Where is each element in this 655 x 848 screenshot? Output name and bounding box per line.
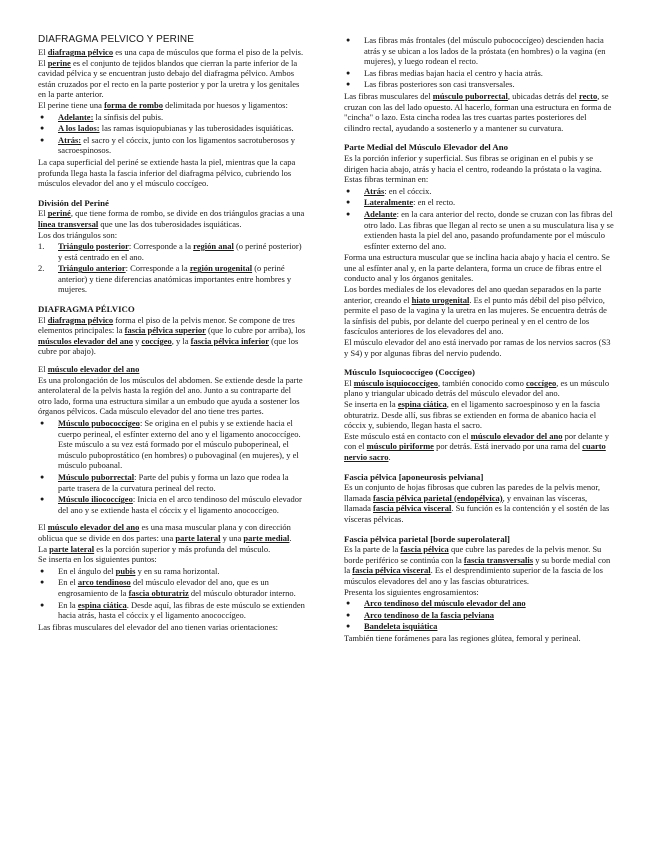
emphasis-term: fascia pélvica inferior bbox=[190, 335, 269, 346]
parietal-heading: Fascia pélvica parietal [borde superolateral] bbox=[344, 533, 510, 544]
insertions-list bbox=[38, 566, 306, 621]
emphasis-term: recto bbox=[578, 90, 598, 101]
emphasis-term: diafragma pélvico bbox=[47, 47, 114, 57]
elevator-paragraph: Es una prolongación de los músculos del abdomen. Se extiende desde la parte anterolateral de la pelvis hasta la región del ano. Junto a su contraparte del otro lado, forma una estructura similar a un embudo que ayuda a sostener los órganos pélvicos. Cada músculo elevador del ano tiene tres partes. bbox=[38, 374, 303, 417]
foramina-paragraph: También tiene forámenes para las regiones glútea, femoral y perineal. bbox=[344, 632, 581, 643]
emphasis-term: pubis bbox=[115, 565, 136, 576]
document-title: DIAFRAGMA PELVICO Y PERINE bbox=[38, 34, 194, 45]
emphasis-term: hiato urogenital bbox=[411, 294, 470, 305]
emphasis-term: parte medial bbox=[243, 532, 290, 543]
bullet-item: ● Músculo pubococcígeo: Se origina en el pubis y se extiende hacia el cuerpo perineal, el esfínter externo del ano y el ligamento anococcígeo. Este músculo a su vez está formado por el músculo puboperineal, el músculo puboprostático (en hombres) o pubovaginal (en mujeres), y el músculo puboanal. bbox=[38, 418, 306, 471]
bullet-item: ● En el arco tendinoso del músculo elevador del ano, que es un engrosamiento de la fascia obturatriz del músculo obturador interno. bbox=[38, 577, 306, 598]
puborectal-paragraph: Las fibras musculares del músculo puborrectal, ubicadas detrás del recto, se cruzan con las del lado opuesto. Al hacerlo, forman una estructura en forma de "cincha" o lazo. Esta cincha rodea las tres cuartas partes posteriores del cilindro rectal, ayudando a sostenerlo y a mantener su curvatura. bbox=[344, 90, 612, 133]
emphasis-term: parte lateral bbox=[175, 532, 221, 543]
emphasis-term: fascia transversalis bbox=[463, 554, 534, 565]
layers-paragraph: La capa superficial del periné se extiende hasta la piel, mientras que la capa profunda llega hasta la fascia inferior del diafragma pélvico, cubriendo los músculos elevador del ano y el músculo coccígeo. bbox=[38, 156, 296, 189]
emphasis-term: músculo puborrectal bbox=[432, 90, 508, 101]
paragraph: Este músculo está en contacto con el músculo elevador del ano por delante y con el músculo piriforme por detrás. Está inervado por una rama del cuarto nervio sacro. bbox=[344, 430, 609, 462]
emphasis-term: región anal bbox=[193, 241, 234, 252]
emphasis-term: periné bbox=[47, 208, 71, 219]
emphasis-term: línea transversal bbox=[38, 218, 99, 229]
paragraph: El músculo elevador del ano es una masa muscular plana y con dirección oblicua que se divide en dos partes: una parte lateral y una parte medial. bbox=[38, 522, 292, 543]
elevator-parts-list bbox=[38, 418, 306, 515]
bullet-item bbox=[344, 598, 614, 609]
emphasis-term: forma de rombo bbox=[104, 99, 163, 110]
paragraph: Los bordes mediales de los elevadores del ano quedan separados en la parte anterior, creando el hiato urogenital. Es el punto más débil del piso pélvico, permite el paso de la vagina y la uretra en las mujeres. Se encuentra detrás de la sínfisis del pubis, por delante del cuerpo perineal y en el centro de los fascículos anteriores de los elevadores del ano. bbox=[344, 284, 607, 337]
emphasis-term: Atrás: bbox=[58, 134, 82, 145]
medial-heading: Parte Medial del Músculo Elevador del Ano bbox=[344, 142, 509, 153]
paragraph: El músculo elevador del ano está inervado por ramas de los nervios sacros (S3 y S4) y por algunas fibras del nervio pudendo. bbox=[344, 337, 611, 358]
perine-limits-list bbox=[38, 112, 306, 156]
elevator-parts-paragraphs bbox=[38, 522, 306, 554]
bullet-item: ● Las fibras medias bajan hacia el centro y hacia atrás. bbox=[344, 68, 614, 79]
bullet-item: ● Las fibras posteriores son casi transversales. bbox=[344, 79, 614, 90]
triangles-list bbox=[38, 241, 306, 295]
thickenings-list bbox=[344, 598, 614, 632]
emphasis-term: fascia pélvica bbox=[400, 544, 449, 555]
emphasis-term: coccígeo bbox=[141, 335, 172, 346]
emphasis-term: fascia obturatriz bbox=[128, 587, 189, 598]
bullet-item: ● Músculo iliococcígeo: Inicia en el arco tendinoso del músculo elevador del ano y se extiende hasta el cóccix y el ligamento anococcígeo. bbox=[38, 494, 306, 515]
bullet-item: ● Las fibras más frontales (del músculo pubococcígeo) descienden hacia atrás y se ubican a los lados de la próstata (en hombres) o la vagina (en mujeres), y luego rodean el recto. bbox=[344, 35, 614, 67]
emphasis-term: fascia pélvica parietal (endopélvica) bbox=[373, 492, 503, 503]
left-column bbox=[38, 34, 306, 632]
fascia-heading: Fascia pélvica [aponeurosis pelviana] bbox=[344, 471, 484, 482]
emphasis-term: Músculo pubococcígeo bbox=[58, 418, 140, 428]
paragraph: El perine tiene una forma de rombo delimitada por huesos y ligamentos: bbox=[38, 99, 288, 110]
emphasis-term: músculo isquiococcígeo bbox=[353, 377, 438, 388]
emphasis-term: diafragma pélvico bbox=[47, 314, 114, 325]
isquio-paragraphs bbox=[344, 378, 614, 463]
emphasis-term: Bandeleta isquiática bbox=[364, 621, 438, 632]
endings-lead: Estas fibras terminan en: bbox=[344, 174, 429, 185]
emphasis-term: perine bbox=[47, 57, 71, 68]
parietal-paragraphs bbox=[344, 544, 614, 597]
item-number: 1. bbox=[38, 241, 45, 252]
emphasis-term: espina ciática bbox=[397, 399, 447, 409]
bullet-item: ● Adelante: la sínfisis del pubis. bbox=[38, 112, 306, 123]
numbered-item: 1. Triángulo posterior: Corresponde a la región anal (o periné posterior) y está centrado en el ano. bbox=[38, 241, 302, 262]
bullet-item: ● En el ángulo del pubis y en su rama horizontal. bbox=[38, 566, 306, 577]
emphasis-term: coccígeo bbox=[526, 377, 557, 388]
bullet-item: ● Atrás: el sacro y el cóccix, junto con los ligamentos sacrotuberosos y sacroespinosos. bbox=[38, 135, 306, 156]
emphasis-term: músculos elevador del ano bbox=[38, 335, 134, 346]
fibers-list bbox=[344, 35, 614, 90]
fascia-paragraph: Es un conjunto de hojas fibrosas que cubren las paredes de la pelvis menor, llamada fascia pélvica parietal (endopélvica), y envainan las vísceras, llamada fascia pélvica visceral. Su función es la contención y el sostén de las vísceras pélvicas. bbox=[344, 482, 610, 524]
emphasis-term: Triángulo anterior bbox=[58, 263, 126, 274]
medial-paragraphs bbox=[344, 252, 614, 358]
bullet-item: ● Atrás: en el cóccix. bbox=[344, 186, 614, 197]
pelvic-diaphragm-heading: DIAFRAGMA PÉLVICO bbox=[38, 304, 135, 315]
emphasis-term: Músculo puborrectal bbox=[58, 471, 135, 482]
paragraph: El diafragma pélvico es una capa de músculos que forma el piso de la pelvis. El perine es el conjunto de tejidos blandos que cierran la parte inferior de la cavidad pélvica y se encuentran justo debajo del diafragma pélvico. Ambos están cruzados por el recto en la parte posterior y por la uretra y los genitales en la parte anterior. bbox=[38, 47, 304, 100]
emphasis-term: fascia pélvica visceral bbox=[373, 503, 452, 514]
bullet-item: ● En la espina ciática. Desde aquí, las fibras de este músculo se extienden hacia atrás, hasta el cóccix y el ligamento anococcígeo. bbox=[38, 600, 306, 621]
emphasis-term: Adelante bbox=[364, 208, 397, 219]
bullet-item bbox=[344, 621, 614, 632]
elevator-heading: El músculo elevador del ano bbox=[38, 364, 140, 375]
emphasis-term: Lateralmente bbox=[364, 197, 414, 208]
paragraph: Presenta los siguientes engrosamientos: bbox=[344, 586, 479, 597]
item-number: 2. bbox=[38, 263, 45, 274]
triangles-lead: Los dos triángulos son: bbox=[38, 229, 118, 240]
emphasis-term: A los lados: bbox=[58, 123, 100, 134]
emphasis-term: parte lateral bbox=[49, 543, 95, 554]
division-heading: División del Periné bbox=[38, 197, 109, 208]
division-paragraph: El periné, que tiene forma de rombo, se divide en dos triángulos gracias a una línea transversal que une las dos tuberosidades isquiáticas. bbox=[38, 208, 305, 229]
emphasis-term: músculo elevador del ano bbox=[47, 522, 140, 533]
paragraph: La parte lateral es la porción superior y más profunda del músculo. bbox=[38, 543, 271, 554]
insertion-lead: Se inserta en los siguientes puntos: bbox=[38, 554, 157, 565]
emphasis-term: arco tendinoso bbox=[77, 577, 131, 588]
emphasis-term: Arco tendinoso de la fascia pelviana bbox=[364, 609, 494, 620]
pelvic-diaphragm-paragraph: El diafragma pélvico forma el piso de la pelvis menor. Se compone de tres elementos principales: la fascia pélvica superior (que lo cubre por arriba), los músculos elevador del ano y coccígeo, y la fascia pélvica inferior (que los cubre por abajo). bbox=[38, 314, 306, 357]
emphasis-term: Arco tendinoso del músculo elevador del ano bbox=[364, 598, 526, 609]
emphasis-term: espina ciática bbox=[77, 599, 127, 610]
bullet-item: ● Músculo puborrectal: Parte del pubis y forma un lazo que rodea la parte trasera de la curvatura perineal del recto. bbox=[38, 472, 306, 493]
numbered-item: 2. Triángulo anterior: Corresponde a la región urogenital (o periné anterior) y tiene diferencias anatómicas importantes entre hombres y mujeres. bbox=[38, 263, 292, 295]
endings-list bbox=[344, 186, 614, 252]
emphasis-term: músculo elevador del ano bbox=[47, 364, 140, 375]
fibers-paragraph: Las fibras musculares del elevador del ano tienen varias orientaciones: bbox=[38, 621, 279, 632]
emphasis-term: Adelante: bbox=[58, 111, 94, 122]
isquio-heading: Músculo Isquiococcígeo (Coccígeo) bbox=[344, 367, 475, 378]
emphasis-term: músculo piriforme bbox=[366, 441, 434, 452]
medial-paragraph: Es la porción inferior y superficial. Sus fibras se originan en el pubis y se dirigen hacia abajo, atrás y hacia el centro, rodeando la próstata o la vagina. bbox=[344, 152, 602, 174]
emphasis-term: Triángulo posterior bbox=[58, 241, 129, 252]
paragraph: Forma una estructura muscular que se inclina hacia abajo y hacia el centro. Se une al esfínter anal y, en la parte delantera, forma un cruce de fibras entre el conducto anal y los órganos genitales. bbox=[344, 252, 610, 284]
paragraph: Es la parte de la fascia pélvica que cubre las paredes de la pelvis menor. Su borde periférico se continúa con la fascia transversalis y su borde medial con la fascia pélvica visceral. Es el desprendimiento superior de la fascia de los músculos elevadores del ano y las fascias obturatrices. bbox=[344, 544, 611, 586]
emphasis-term: músculo elevador del ano bbox=[470, 430, 563, 441]
emphasis-term: fascia pélvica superior bbox=[124, 325, 206, 336]
paragraph: El músculo isquiococcígeo, también conocido como coccígeo, es un músculo plano y triangular ubicado detrás del músculo elevador del ano. bbox=[344, 377, 610, 399]
emphasis-term: fascia pélvica visceral bbox=[352, 565, 431, 576]
right-column bbox=[344, 34, 614, 643]
emphasis-term: Atrás bbox=[364, 185, 385, 196]
bullet-item bbox=[344, 610, 614, 621]
paragraph: Se inserta en la espina ciática, en el ligamento sacroespinoso y en la fascia obturatriz. Desde allí, sus fibras se extienden en forma de abanico hacia el cóccix y, subiendo, llegan hasta el sacro. bbox=[344, 399, 600, 431]
bullet-item: ● A los lados: las ramas isquiopubianas y las tuberosidades isquiáticas. bbox=[38, 123, 306, 134]
bullet-item: ● Adelante: en la cara anterior del recto, donde se cruzan con las fibras del otro lado. Las fibras que llegan al recto se unen a su musculatura lisa y se extienden hasta la piel del ano, pasando profundamente por el músculo esfínter externo del ano. bbox=[344, 209, 614, 251]
emphasis-term: cuarto nervio sacro bbox=[344, 441, 606, 462]
intro-paragraphs bbox=[38, 47, 306, 111]
emphasis-term: Músculo iliococcígeo bbox=[58, 494, 133, 505]
emphasis-term: región urogenital bbox=[189, 263, 253, 274]
bullet-item: ● Lateralmente: en el recto. bbox=[344, 197, 614, 208]
